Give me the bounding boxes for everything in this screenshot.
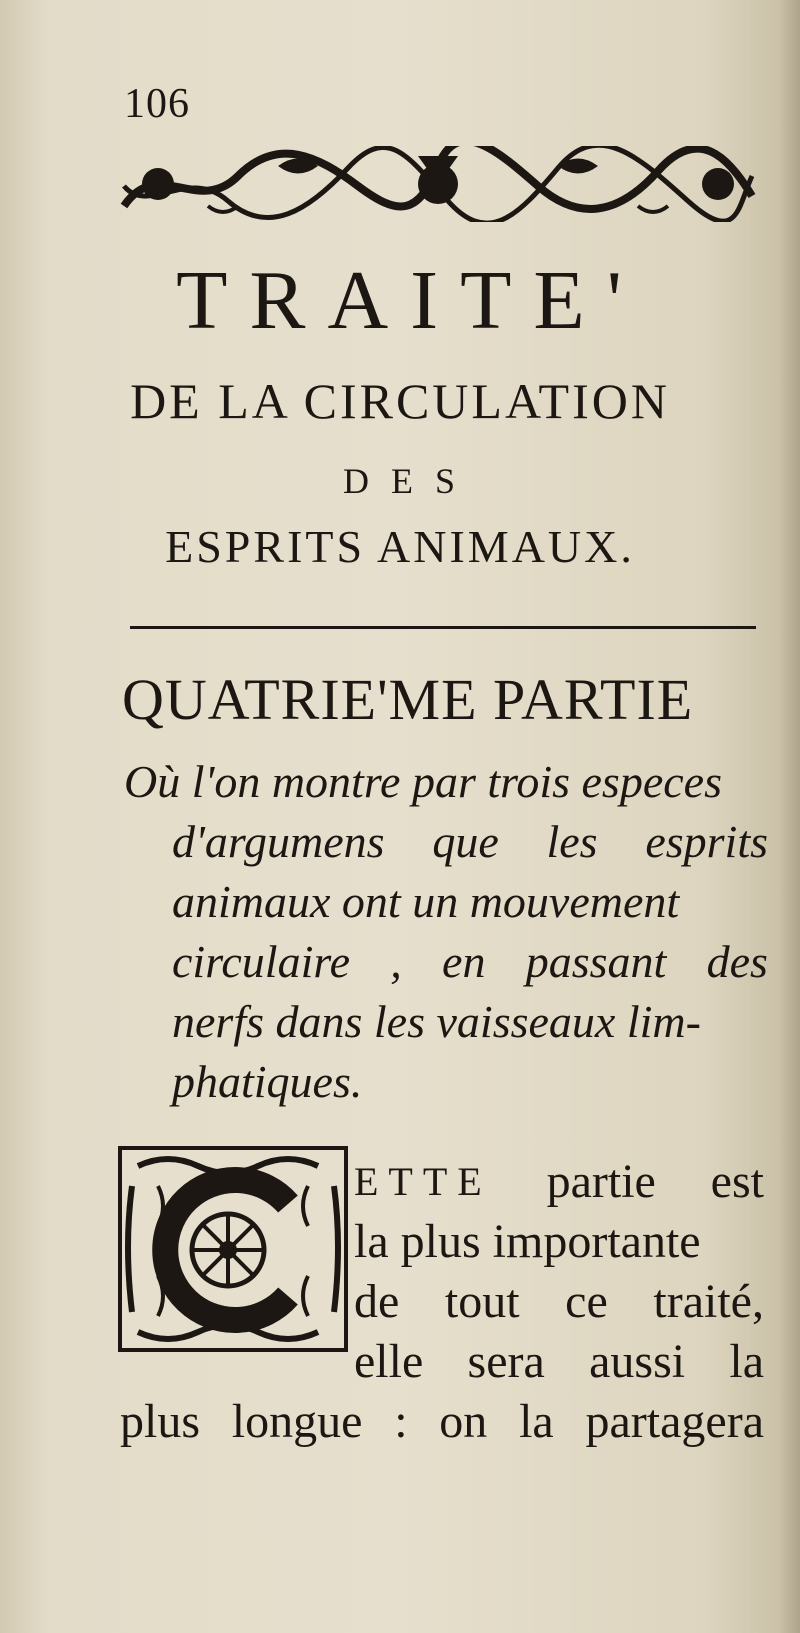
body-line bbox=[354, 1272, 764, 1332]
body-word: sera bbox=[467, 1335, 545, 1388]
body-word: ETTE bbox=[354, 1159, 492, 1204]
part-summary bbox=[124, 752, 768, 1112]
page-number: 106 bbox=[124, 81, 190, 127]
summary-word: des bbox=[706, 936, 768, 987]
title-line-1: DE LA CIRCULATION bbox=[130, 373, 670, 429]
body-word: partie bbox=[546, 1155, 656, 1208]
ornamental-vine-headpiece-icon bbox=[118, 146, 758, 222]
summary-line: Où l'on montre par trois especes bbox=[124, 756, 722, 807]
title-line-3: ESPRITS ANIMAUX. bbox=[165, 521, 635, 572]
body-text-full-width bbox=[120, 1392, 764, 1452]
title-main: TRAITE' bbox=[176, 254, 644, 347]
body-word: la bbox=[729, 1335, 764, 1388]
body-text-beside-initial bbox=[354, 1152, 764, 1392]
summary-word: que bbox=[432, 816, 499, 867]
body-word: la plus importante bbox=[354, 1215, 701, 1268]
summary-line bbox=[124, 932, 768, 992]
body-word: plus bbox=[120, 1395, 201, 1448]
title-line-2: DES bbox=[342, 461, 477, 501]
body-word: de bbox=[354, 1275, 400, 1328]
summary-word: les bbox=[546, 816, 598, 867]
body-word: elle bbox=[354, 1335, 424, 1388]
part-heading: QUATRIE'ME PARTIE bbox=[122, 667, 694, 732]
body-word: traité, bbox=[653, 1275, 764, 1328]
body-word: aussi bbox=[589, 1335, 686, 1388]
body-word: longue bbox=[231, 1395, 363, 1448]
body-line bbox=[354, 1152, 764, 1212]
summary-line: phatiques. bbox=[172, 1056, 363, 1107]
decorated-initial-C-icon bbox=[118, 1146, 348, 1352]
body-word: on bbox=[439, 1395, 488, 1448]
page-shadow bbox=[778, 0, 800, 1633]
summary-word: d'argumens bbox=[172, 816, 385, 867]
body-word: tout bbox=[444, 1275, 520, 1328]
body-word: la bbox=[519, 1395, 554, 1448]
summary-word: en bbox=[442, 936, 486, 987]
body-line bbox=[354, 1212, 764, 1272]
summary-line: animaux ont un mouvement bbox=[172, 876, 680, 927]
body-word: partagera bbox=[585, 1395, 764, 1448]
summary-line bbox=[124, 812, 768, 872]
body-word: : bbox=[394, 1395, 408, 1448]
summary-word: , bbox=[390, 936, 402, 987]
body-word: est bbox=[710, 1155, 764, 1208]
summary-line: nerfs dans les vaisseaux lim- bbox=[172, 996, 701, 1047]
body-line bbox=[354, 1332, 764, 1392]
horizontal-rule bbox=[130, 626, 756, 629]
summary-word: esprits bbox=[645, 816, 768, 867]
body-line bbox=[120, 1392, 764, 1452]
body-word: ce bbox=[565, 1275, 608, 1328]
summary-word: circulaire bbox=[172, 936, 350, 987]
summary-word: passant bbox=[525, 936, 667, 987]
